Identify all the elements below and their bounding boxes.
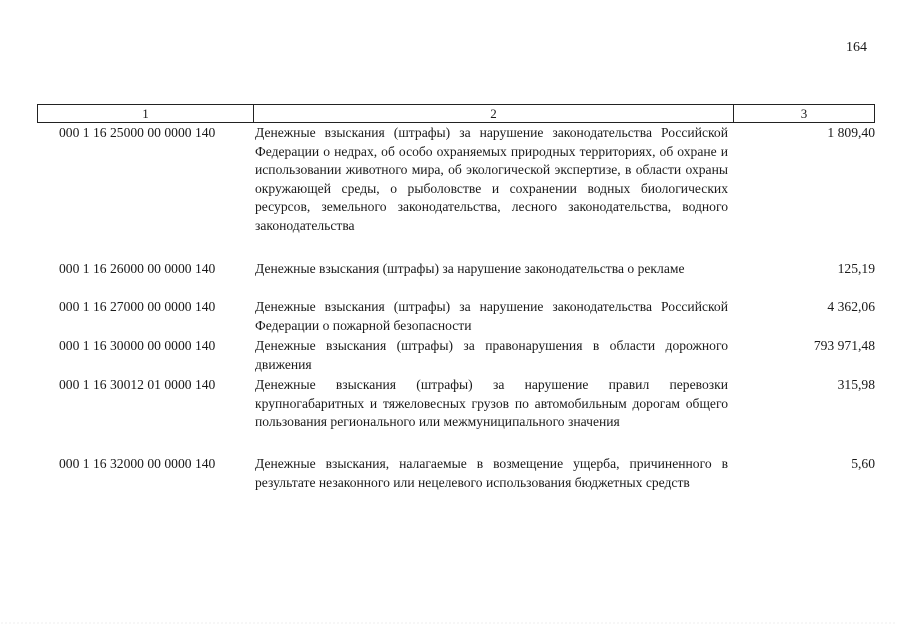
- row-amount: 125,19: [837, 261, 875, 276]
- row-code: 000 1 16 25000 00 0000 140: [59, 125, 216, 140]
- scan-artifact-line: [0, 622, 897, 624]
- row-description: Денежные взыскания (штрафы) за правонарушения в области дорожного движения: [255, 338, 728, 372]
- row-code: 000 1 16 30000 00 0000 140: [59, 338, 216, 353]
- row-description: Денежные взыскания (штрафы) за нарушение законодательства Российской Федерации о пожарной безопасности: [255, 299, 728, 333]
- row-description: Денежные взыскания, налагаемые в возмещение ущерба, причиненного в результате незаконного или нецелевого использования бюджетных средств: [255, 456, 728, 490]
- column-header-1: 1: [38, 105, 254, 122]
- row-description: Денежные взыскания (штрафы) за нарушение правил перевозки крупногабаритных и тяжеловесных грузов по автомобильным дорогам общего пользования регионального или межмуниципального значения: [255, 377, 728, 430]
- column-header-2: 2: [254, 105, 734, 122]
- row-code: 000 1 16 26000 00 0000 140: [59, 261, 216, 276]
- table-header: [37, 104, 875, 123]
- row-amount: 1 809,40: [827, 125, 875, 140]
- row-code: 000 1 16 30012 01 0000 140: [59, 377, 216, 392]
- row-code: 000 1 16 27000 00 0000 140: [59, 299, 216, 314]
- row-amount: 4 362,06: [827, 299, 875, 314]
- row-description: Денежные взыскания (штрафы) за нарушение законодательства о рекламе: [255, 261, 685, 276]
- column-header-3: 3: [800, 106, 808, 121]
- page-number: 164: [846, 40, 867, 55]
- row-amount: 793 971,48: [813, 338, 875, 353]
- row-code: 000 1 16 32000 00 0000 140: [59, 456, 216, 471]
- row-description: Денежные взыскания (штрафы) за нарушение законодательства Российской Федерации о недрах, об особо охраняемых природных территориях, об охране и использовании животного мира, об экологической экспертизе, в области охраны окружающей среды, о рыболовстве и сохранении водных биологических ресурсов, земельного законодательства, лесного законодательства, водного законодательства: [255, 125, 728, 233]
- row-amount: 315,98: [837, 377, 875, 392]
- row-amount: 5,60: [851, 456, 875, 471]
